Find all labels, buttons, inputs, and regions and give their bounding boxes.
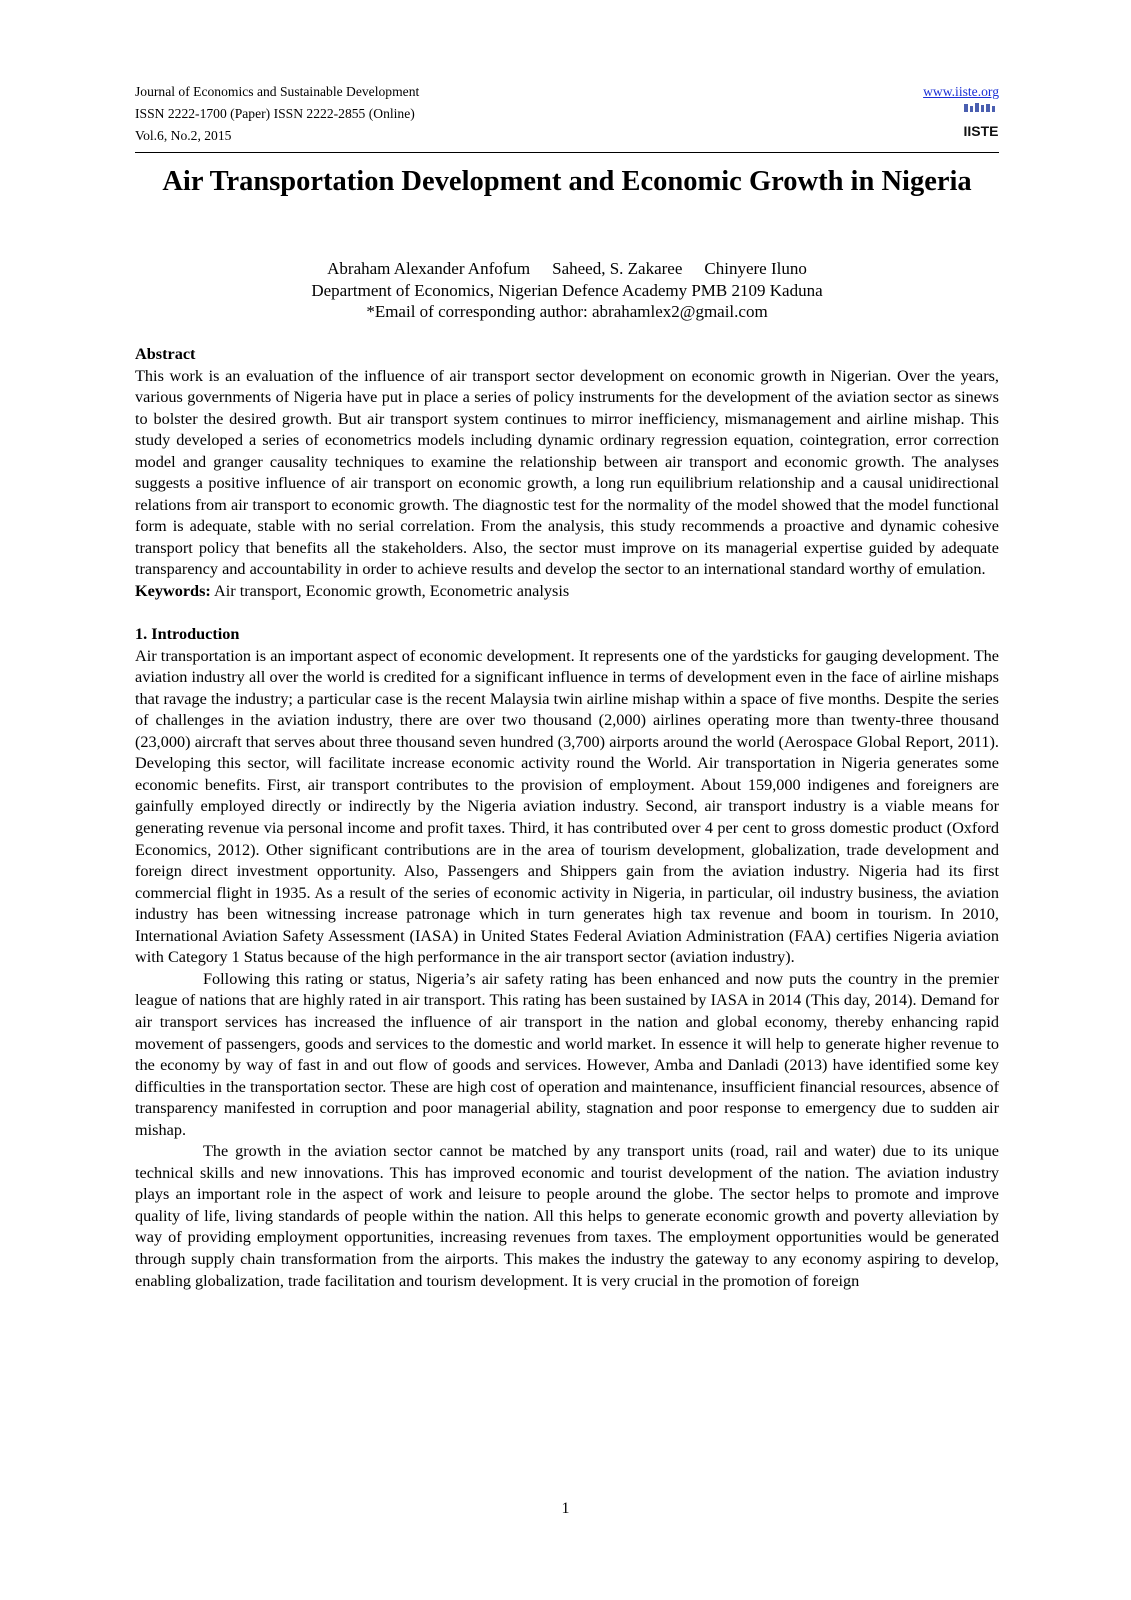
author-name: Saheed, S. Zakaree: [552, 259, 683, 278]
paper-body: [135, 344, 999, 1292]
author-block: [135, 258, 999, 323]
keywords-label: Keywords:: [135, 582, 211, 601]
body-paragraph: Following this rating or status, Nigeria’s air safety rating has been enhanced and now puts the country in the premier league of nations that are highly rated in air transport. This rating has been sustained by IASA in 2014 (This day, 2014). Demand for air transport services has increased the influence of air transport in the nation and global economy, thereby enhancing rapid movement of passengers, goods and services to the domestic and world market. In essence it will help to generate higher revenue to the economy by way of fast in and out flow of goods and services. However, Amba and Danladi (2013) have identified some key difficulties in the transportation sector. These are high cost of operation and maintenance, insufficient financial resources, absence of transparency manifested in corruption and poor managerial ability, stagnation and poor response to emergency due to sudden air mishap.: [135, 969, 999, 1139]
journal-website-link[interactable]: www.iiste.org: [923, 84, 999, 99]
author-affiliation: Department of Economics, Nigerian Defence Academy PMB 2109 Kaduna: [311, 280, 823, 300]
author-names: [135, 258, 999, 280]
author-name: Chinyere Iluno: [704, 259, 807, 278]
journal-info: [135, 81, 419, 147]
body-paragraph: The growth in the aviation sector cannot be matched by any transport units (road, rail and water) due to its unique technical skills and new innovations. This has improved economic and tourist development of the nation. The aviation industry plays an important role in the aspect of work and leisure to people around the globe. The sector helps to promote and improve quality of life, living standards of people within the nation. All this helps to generate economic growth and poverty alleviation by way of providing employment opportunities, increasing revenues from taxes. The employment opportunities would be generated through supply chain transformation from the airports. This makes the industry the gateway to any economy aspiring to develop, enabling globalization, trade facilitation and tourism development. It is very crucial in the promotion of foreign: [135, 1142, 999, 1290]
running-header: [135, 78, 999, 153]
journal-name: Journal of Economics and Sustainable Development: [135, 84, 420, 99]
keywords: [135, 581, 999, 603]
introduction-heading: 1. Introduction: [135, 625, 240, 644]
abstract-heading: Abstract: [135, 345, 196, 363]
journal-volume: Vol.6, No.2, 2015: [135, 128, 232, 143]
author-name: Abraham Alexander Anfofum: [327, 259, 531, 278]
svg-text:IISTE: IISTE: [963, 123, 999, 139]
journal-issn: ISSN 2222-1700 (Paper) ISSN 2222-2855 (Online): [135, 106, 415, 121]
iiste-logo: [963, 102, 999, 142]
paper-title: Air Transportation Development and Economic Growth in Nigeria: [162, 166, 972, 197]
corresponding-email: *Email of corresponding author: abrahamlex2@gmail.com: [366, 302, 768, 321]
keywords-list: Air transport, Economic growth, Econometric analysis: [214, 582, 570, 601]
abstract-text: This work is an evaluation of the influence of air transport sector development on economic growth in Nigerian. Over the years, various governments of Nigeria have put in place a series of policy instruments for the development of the aviation sector as sinews to bolster the desired growth. But air transport system continues to mirror inefficiency, mismanagement and airline mishap. This study developed a series of econometrics models including dynamic ordinary regression equation, cointegration, error correction model and granger causality techniques to examine the relationship between air transport and economic growth. The analyses suggests a positive influence of air transport on economic growth, a long run equilibrium relationship and a causal unidirectional relations from air transport to economic growth. The diagnostic test for the normality of the model showed that the model functional form is adequate, stable with no serial correlation. From the analysis, this study recommends a proactive and dynamic cohesive transport policy that benefits all the stakeholders. Also, the sector must improve on its managerial expertise guided by adequate transparency and accountability in order to achieve results and develop the sector to an international standard worthy of emulation.: [135, 366, 999, 579]
page-number: 1: [561, 1500, 570, 1517]
body-paragraph: Air transportation is an important aspect of economic development. It represents one of the yardsticks for gauging development. The aviation industry all over the world is credited for a significant influence in terms of development even in the face of airline mishaps that ravage the industry; a particular case is the recent Malaysia twin airline mishap within a space of five months. Despite the series of challenges in the aviation industry, there are over two thousand (2,000) airlines operating more than twenty-three thousand (23,000) aircraft that serves about three thousand seven hundred (3,700) airports around the world (Aerospace Global Report, 2011). Developing this sector, will facilitate increase economic activity round the World. Air transportation in Nigeria generates some economic benefits. First, air transport contributes to the provision of employment. About 159,000 indigenes and foreigners are gainfully employed directly or indirectly by the Nigeria aviation industry. Second, air transport industry is a viable means for generating revenue via personal income and profit taxes. Third, it has contributed over 4 per cent to gross domestic product (Oxford Economics, 2012). Other significant contributions are in the area of tourism development, globalization, trade development and foreign direct investment opportunity. Also, Passengers and Shippers gain from the aviation industry. Nigeria had its first commercial flight in 1935. As a result of the series of economic activity in Nigeria, in particular, oil industry business, the aviation industry has been witnessing increase patronage which in turn generates high tax revenue and boom in tourism. In 2010, International Aviation Safety Assessment (IASA) in United States Federal Aviation Administration (FAA) certifies Nigeria aviation with Category 1 Status because of the high performance in the air transport sector (aviation industry).: [135, 646, 999, 967]
